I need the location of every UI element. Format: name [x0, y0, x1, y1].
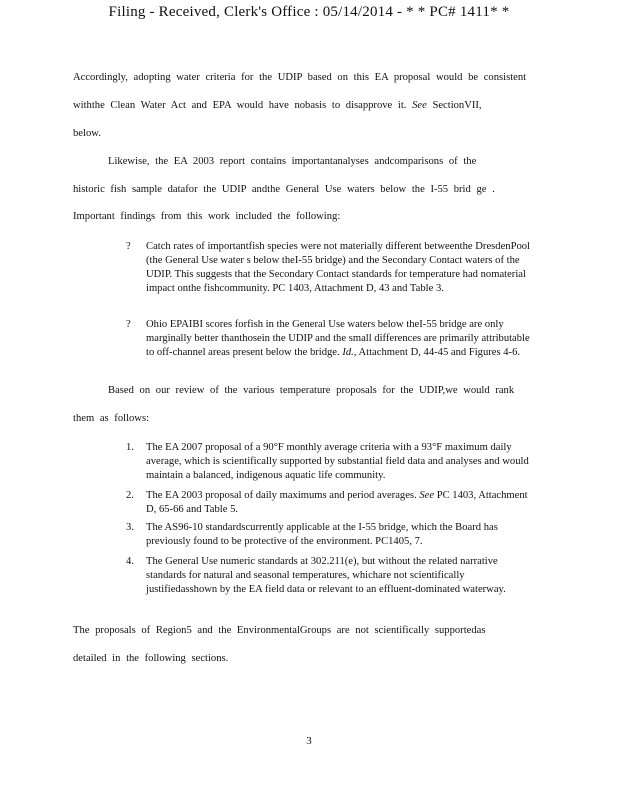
item-number: 2.	[126, 490, 134, 501]
page-number: 3	[306, 735, 312, 747]
paragraph-1-line-3: below.	[73, 128, 101, 139]
bullet-text-main: Ohio EPAIBI scores forfish in the General Use waters below theI-55 bridge are only marginally better thanthosein the UDIP and the small differences are primarily attributable to off-channel areas present below the bridge.	[146, 319, 530, 358]
paragraph-2-line-2: historic fish sample datafor the UDIP andthe General Use waters below the I-55 brid ge .	[73, 184, 495, 195]
see-signal: See	[419, 490, 435, 501]
paragraph-2-line-3: Important findings from this work included the following:	[73, 211, 341, 222]
see-signal: See	[412, 100, 427, 111]
item-text-tail: PC 1403, Attachment D, 65-66 and Table 5.	[146, 490, 528, 515]
item-text: The General Use numeric standards at 302.211(e), but without the related narrative standards for natural and seasonal temperatures, whichare not scientifically justifiedasshown by the EA field data or relevant to an effluent-dominated waterway.	[146, 556, 506, 595]
numbered-item	[126, 489, 536, 517]
id-signal: Id.	[342, 347, 354, 358]
item-text-main: The EA 2003 proposal of daily maximums and period averages.	[146, 490, 417, 501]
bullet-item	[126, 240, 536, 296]
bullet-text: Catch rates of importantfish species were not materially different betweenthe DresdenPool (the General Use water s below theI-55 bridge) and the Secondary Contact waters of the UDIP. This suggests that the Secondary Contact standards for temperature had nomaterial impact onthe fishcommunity. PC 1403, Attachment D, 43 and Table 3.	[146, 241, 530, 294]
bullet-marker: ?	[126, 319, 131, 330]
bullet-marker: ?	[126, 241, 131, 252]
paragraph-4-line-2: detailed in the following sections.	[73, 653, 229, 664]
section-reference: SectionVII,	[432, 100, 482, 111]
paragraph-1-line-2-text: withthe Clean Water Act and EPA would have nobasis to disapprove it.	[73, 100, 407, 111]
item-number: 1.	[126, 442, 134, 453]
item-text: The AS96-10 standardscurrently applicable at the I-55 bridge, which the Board has previously found to be protective of the environment. PC1405, 7.	[146, 522, 498, 547]
item-text: The EA 2007 proposal of a 90°F monthly average criteria with a 93°F maximum daily average, which is scientifically supported by substantial field data and analyses and would maintain a balanced, indigenous aquatic life community.	[146, 442, 529, 481]
item-text	[146, 489, 536, 517]
paragraph-3-line-2: them as follows:	[73, 413, 150, 424]
numbered-item	[126, 521, 536, 549]
numbered-item	[126, 441, 536, 483]
item-number: 3.	[126, 522, 134, 533]
bullet-item	[126, 318, 536, 360]
filing-header: Filing - Received, Clerk's Office : 05/14/2014 - * * PC# 1411* *	[108, 4, 510, 20]
paragraph-4-line-1: The proposals of Region5 and the EnvironmentalGroups are not scientifically supportedas	[73, 625, 486, 636]
paragraph-1-line-1: Accordingly, adopting water criteria for the UDIP based on this EA proposal would be consistent	[73, 72, 527, 83]
item-number: 4.	[126, 556, 134, 567]
paragraph-1-line-2	[73, 100, 482, 111]
paragraph-2-line-1: Likewise, the EA 2003 report contains importantanalyses andcomparisons of the	[108, 156, 477, 167]
bullet-text	[146, 318, 536, 360]
numbered-item	[126, 555, 536, 597]
paragraph-3-line-1: Based on our review of the various temperature proposals for the UDIP,we would rank	[108, 385, 515, 396]
bullet-text-tail: , Attachment D, 44-45 and Figures 4-6.	[353, 347, 521, 358]
